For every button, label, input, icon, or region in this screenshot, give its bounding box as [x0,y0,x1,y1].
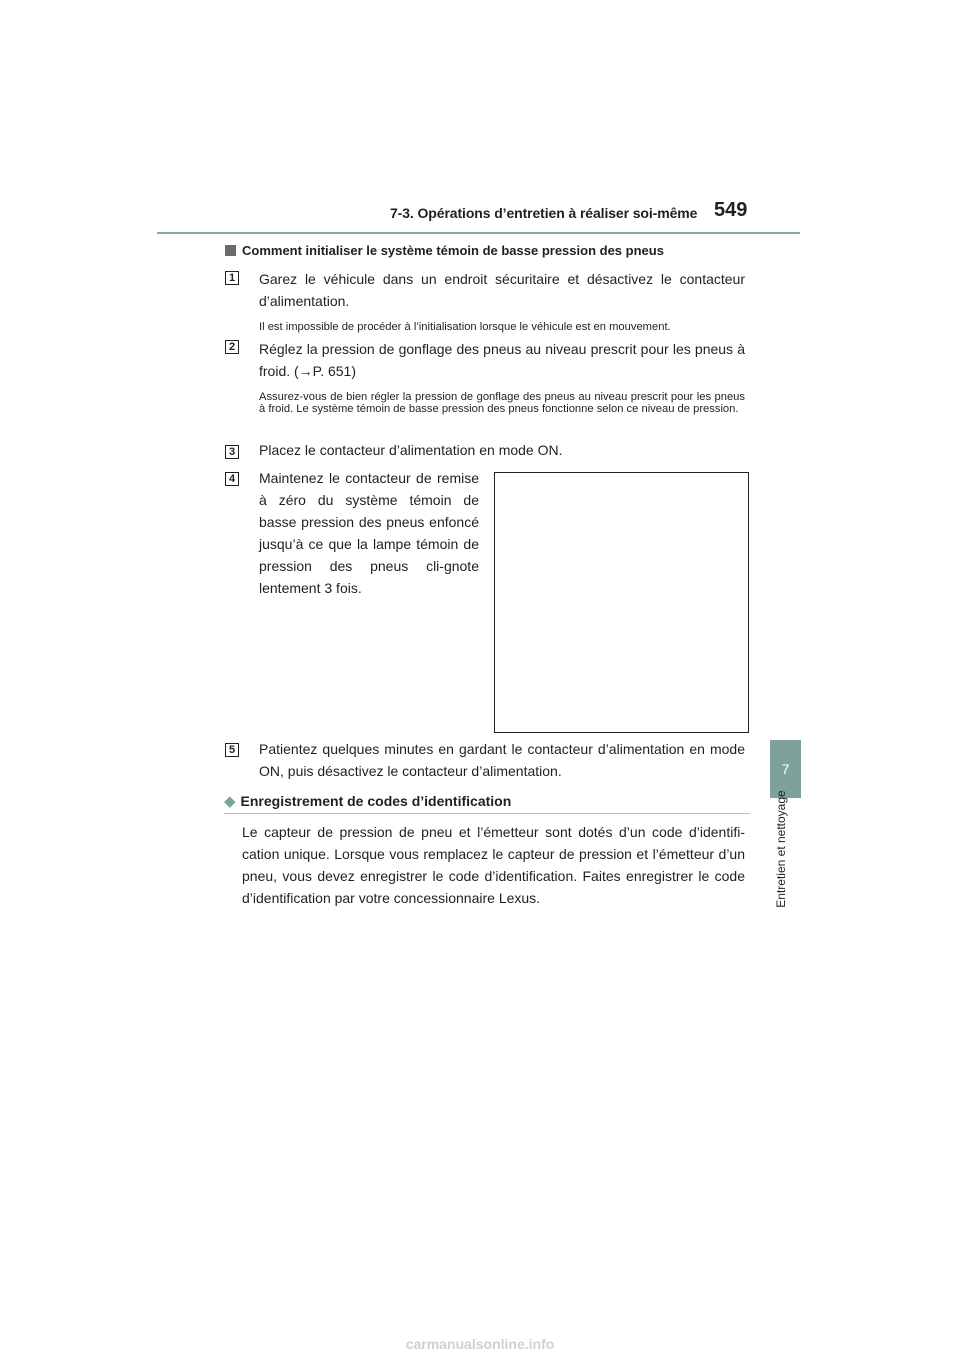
chapter-label: Entretien et nettoyage [774,790,788,908]
step-2-note: Assurez-vous de bien régler la pression de gonflage des pneus au niveau prescrit pour les pneus à froid. Le système témoin de basse pression des pneus fonctionne selon ce niveau de pression. [259,391,745,415]
page-number: 549 [714,199,748,221]
step-5-text: Patientez quelques minutes en gardant le contacteur d’alimentation en mode ON, puis désactivez le contacteur d’alimentation. [259,741,745,779]
illustration-frame [494,472,749,733]
step-number-3: 3 [225,445,239,459]
section-heading [225,243,664,258]
step-number-1: 1 [225,271,239,285]
step-number-5: 5 [225,743,239,757]
step-1-note: Il est impossible de procéder à l’initialisation lorsque le véhicule est en mouvement. [259,321,671,333]
section-heading-text: Comment initialiser le système témoin de basse pression des pneus [242,243,664,258]
step-2-text: Réglez la pression de gonflage des pneus au niveau prescrit pour les pneus à froid. (→P. 651) [259,341,745,379]
diamond-bullet-icon: ◆ [224,793,236,810]
chapter-number: 7 [781,761,790,777]
step-number-2: 2 [225,340,239,354]
subsection-heading [224,792,511,810]
subsection-rule [224,813,750,814]
subsection-body: Le capteur de pression de pneu et l’émetteur sont dotés d’un code d’identifi-cation unique. Lorsque vous remplacez le capteur de pression et l’émetteur d’un pneu, vous devez enregistrer le code d’identification. Faites enregistrer le code d’identification par votre concessionnaire Lexus. [242,824,745,906]
step-1-text: Garez le véhicule dans un endroit sécuritaire et désactivez le contacteur d’alimentation. [259,271,745,309]
step-4-text: Maintenez le contacteur de remise à zéro du système témoin de basse pression des pneus enfoncé jusqu’à ce que la lampe témoin de pression des pneus cli-gnote lentement 3 fois. [259,470,479,596]
watermark: carmanualsonline.info [405,1336,555,1352]
step-3-text: Placez le contacteur d’alimentation en mode ON. [259,442,563,458]
header-rule [157,232,800,234]
step-number-4: 4 [225,472,239,486]
subsection-heading-text: Enregistrement de codes d’identification [240,793,512,809]
square-bullet-icon [225,245,236,256]
running-header-title: 7-3. Opérations d’entretien à réaliser soi-même [390,205,698,221]
